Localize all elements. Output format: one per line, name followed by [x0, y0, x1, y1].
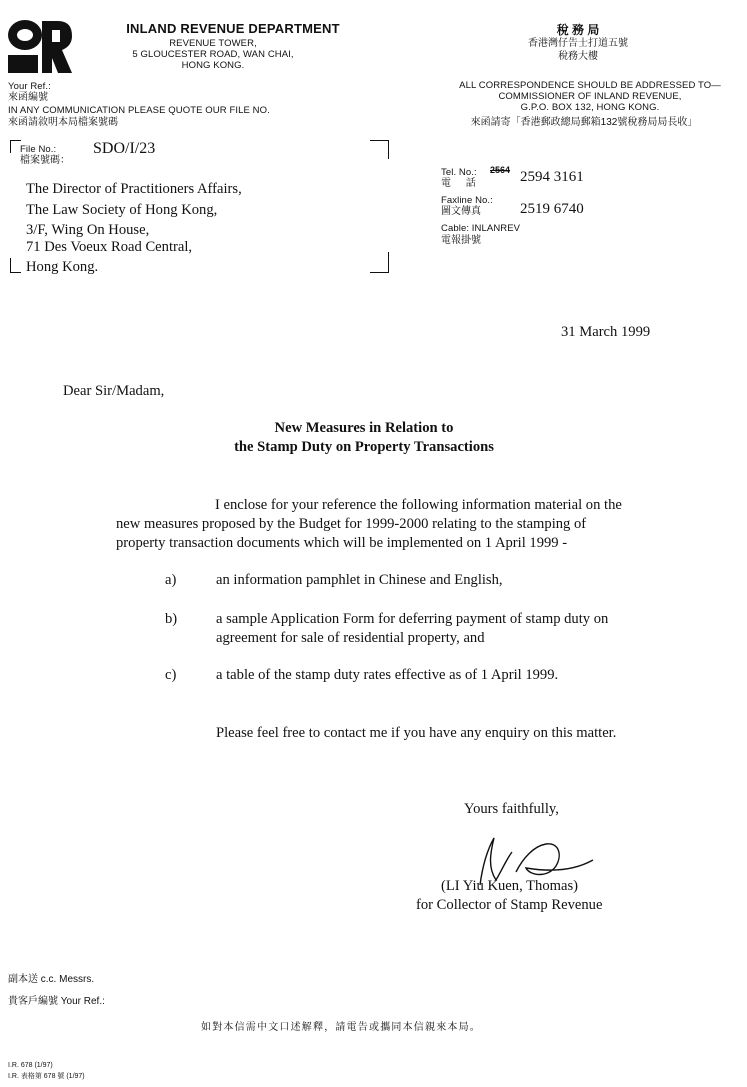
quote-file-note-zh: 來函請敘明本局檔案號碼: [8, 117, 118, 128]
signer-name: (LI Yiu Kuen, Thomas): [441, 878, 578, 894]
recipient-line4: 71 Des Voeux Road Central,: [26, 239, 193, 255]
signer-title: for Collector of Stamp Revenue: [416, 897, 603, 913]
subject-line1: New Measures in Relation to: [274, 420, 454, 436]
ird-logo-mark: [8, 15, 72, 73]
subject-line2: the Stamp Duty on Property Transactions: [234, 439, 494, 455]
closing-paragraph: Please feel free to contact me if you have any enquiry on this matter.: [216, 725, 617, 741]
address-window-corner-tr: [370, 140, 389, 159]
footer-your-ref-label: 貴客戶編號 Your Ref.:: [8, 996, 105, 1007]
dept-name: INLAND REVENUE DEPARTMENT: [126, 21, 340, 36]
list-item-c-marker: c): [165, 667, 177, 683]
list-item-a-text: an information pamphlet in Chinese and English,: [216, 572, 503, 588]
list-item-b-text-line2: agreement for sale of residential property, and: [216, 630, 485, 646]
letter-date: 31 March 1999: [561, 324, 651, 340]
fax-label-zh: 圖文傳真: [441, 206, 481, 217]
dept-address-line2: 5 GLOUCESTER ROAD, WAN CHAI,: [132, 49, 294, 60]
file-no-value: SDO/I/23: [93, 140, 156, 157]
recipient-line5: Hong Kong.: [26, 259, 99, 275]
dept-address-line3: HONG KONG.: [181, 60, 245, 71]
quote-file-note: IN ANY COMMUNICATION PLEASE QUOTE OUR FILE NO.: [8, 105, 270, 116]
ird-logo: [8, 15, 72, 73]
recipient-line2: The Law Society of Hong Kong,: [26, 202, 218, 218]
correspondence-line2: COMMISSIONER OF INLAND REVENUE,: [498, 91, 682, 102]
list-item-b-text-line1: a sample Application Form for deferring payment of stamp duty on: [216, 611, 609, 627]
chinese-oral-explanation-note: 如對本信需中文口述解釋，請電告或攜同本信親來本局。: [201, 1022, 481, 1033]
tel-label-zh: 電 話: [441, 178, 482, 189]
salutation: Dear Sir/Madam,: [63, 383, 165, 399]
form-number-zh: I.R. 表格第 678 號 (1/97): [8, 1073, 85, 1080]
tel-number: 2594 3161: [520, 169, 584, 185]
file-no-label: File No.:: [20, 144, 57, 155]
recipient-line3: 3/F, Wing On House,: [26, 222, 150, 238]
file-no-label-zh: 檔案號碼：: [20, 155, 70, 166]
dept-address-zh-line2: 稅務大樓: [558, 51, 598, 62]
tel-old-number: 2564: [490, 165, 511, 175]
your-ref-label-zh: 來函編號: [8, 92, 48, 103]
valediction: Yours faithfully,: [464, 801, 559, 817]
dept-address-zh-line1: 香港灣仔告士打道五號: [528, 38, 628, 49]
correspondence-line3: G.P.O. BOX 132, HONG KONG.: [520, 102, 660, 113]
para1-line1: I enclose for your reference the following information material on the: [215, 497, 622, 513]
correspondence-zh: 來函請寄「香港郵政總局郵箱132號稅務局局長收」: [470, 117, 698, 128]
list-item-c-text: a table of the stamp duty rates effective as of 1 April 1999.: [216, 667, 559, 683]
cable-label: Cable: INLANREV: [441, 223, 521, 234]
recipient-line1: The Director of Practitioners Affairs,: [26, 181, 242, 197]
cc-label: 副本送 c.c. Messrs.: [8, 974, 95, 985]
list-item-a-marker: a): [165, 572, 177, 588]
tel-label: Tel. No.:: [441, 167, 477, 178]
para1-line3: property transaction documents which will be implemented on 1 April 1999 -: [116, 535, 568, 551]
para1-line2: new measures proposed by the Budget for 1999-2000 relating to the stamping of: [116, 516, 587, 532]
cable-label-zh: 電報掛號: [441, 235, 481, 246]
correspondence-line1: ALL CORRESPONDENCE SHOULD BE ADDRESSED TO—: [459, 80, 721, 91]
fax-label: Faxline No.:: [441, 195, 493, 206]
form-number: I.R. 678 (1/97): [8, 1062, 53, 1069]
your-ref-label: Your Ref.:: [8, 81, 51, 92]
fax-number: 2519 6740: [520, 201, 584, 217]
list-item-b-marker: b): [165, 611, 178, 627]
address-window-corner-br: [370, 252, 389, 273]
dept-address-line1: REVENUE TOWER,: [169, 38, 257, 49]
address-window-corner-bl: [10, 258, 21, 273]
dept-name-zh: 稅 務 局: [556, 23, 600, 37]
